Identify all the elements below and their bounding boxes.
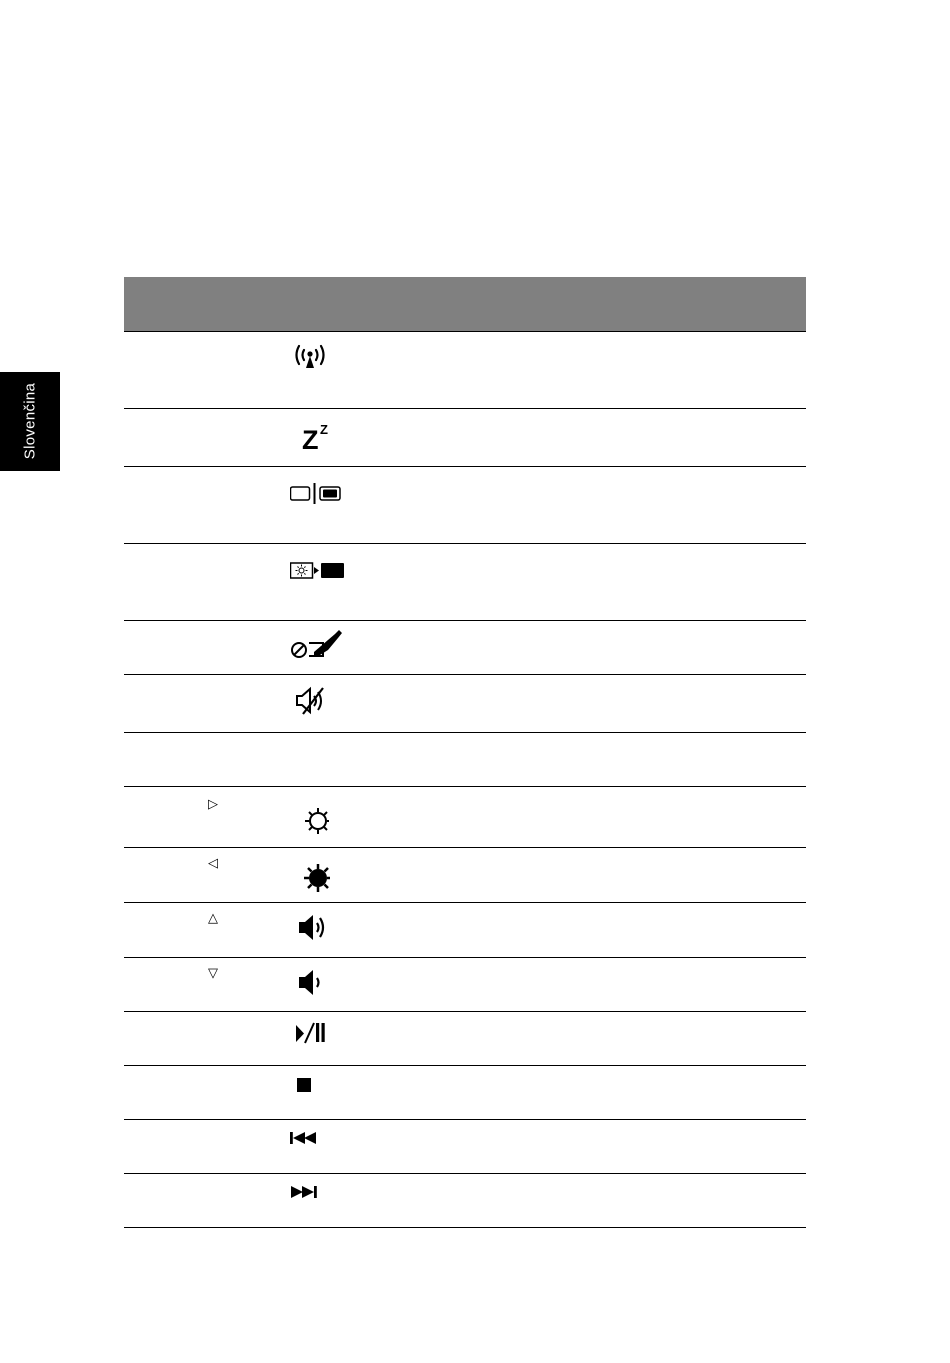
language-side-tab	[0, 372, 60, 471]
wireless-icon	[290, 343, 330, 371]
table-row	[124, 1066, 806, 1120]
table-row	[124, 467, 806, 544]
table-row	[124, 332, 806, 409]
sleep-zz-icon	[290, 419, 330, 453]
table-row	[124, 409, 806, 467]
table-row	[124, 733, 806, 787]
speaker-mute-icon	[290, 686, 330, 716]
hotkey-table	[124, 277, 806, 1228]
play-pause-icon	[290, 1021, 334, 1047]
arrow-up-key: △	[208, 910, 218, 925]
arrow-right-key: ▷	[208, 796, 218, 811]
table-row	[124, 848, 806, 903]
screen-blank-icon	[290, 561, 346, 581]
next-track-icon	[290, 1184, 330, 1204]
previous-track-icon	[290, 1130, 330, 1150]
stop-icon	[290, 1076, 330, 1098]
volume-down-icon	[290, 967, 330, 999]
table-row	[124, 787, 806, 848]
arrow-down-key: ▽	[208, 965, 218, 980]
table-row	[124, 1012, 806, 1066]
table-row	[124, 544, 806, 621]
table-row	[124, 1120, 806, 1174]
touchpad-toggle-icon	[290, 628, 350, 660]
table-row	[124, 621, 806, 675]
table-row	[124, 1174, 806, 1228]
arrow-left-key: ◁	[208, 855, 218, 870]
brightness-down-icon	[290, 863, 330, 895]
volume-up-icon	[290, 912, 330, 944]
table-row	[124, 903, 806, 958]
svg-text:Z: Z	[320, 422, 328, 437]
svg-text:Z: Z	[302, 425, 319, 453]
display-toggle-icon	[290, 483, 342, 505]
table-header	[124, 277, 806, 332]
brightness-up-icon	[290, 806, 330, 838]
table-row	[124, 675, 806, 733]
language-label: Slovenčina	[21, 382, 39, 460]
table-row	[124, 958, 806, 1012]
